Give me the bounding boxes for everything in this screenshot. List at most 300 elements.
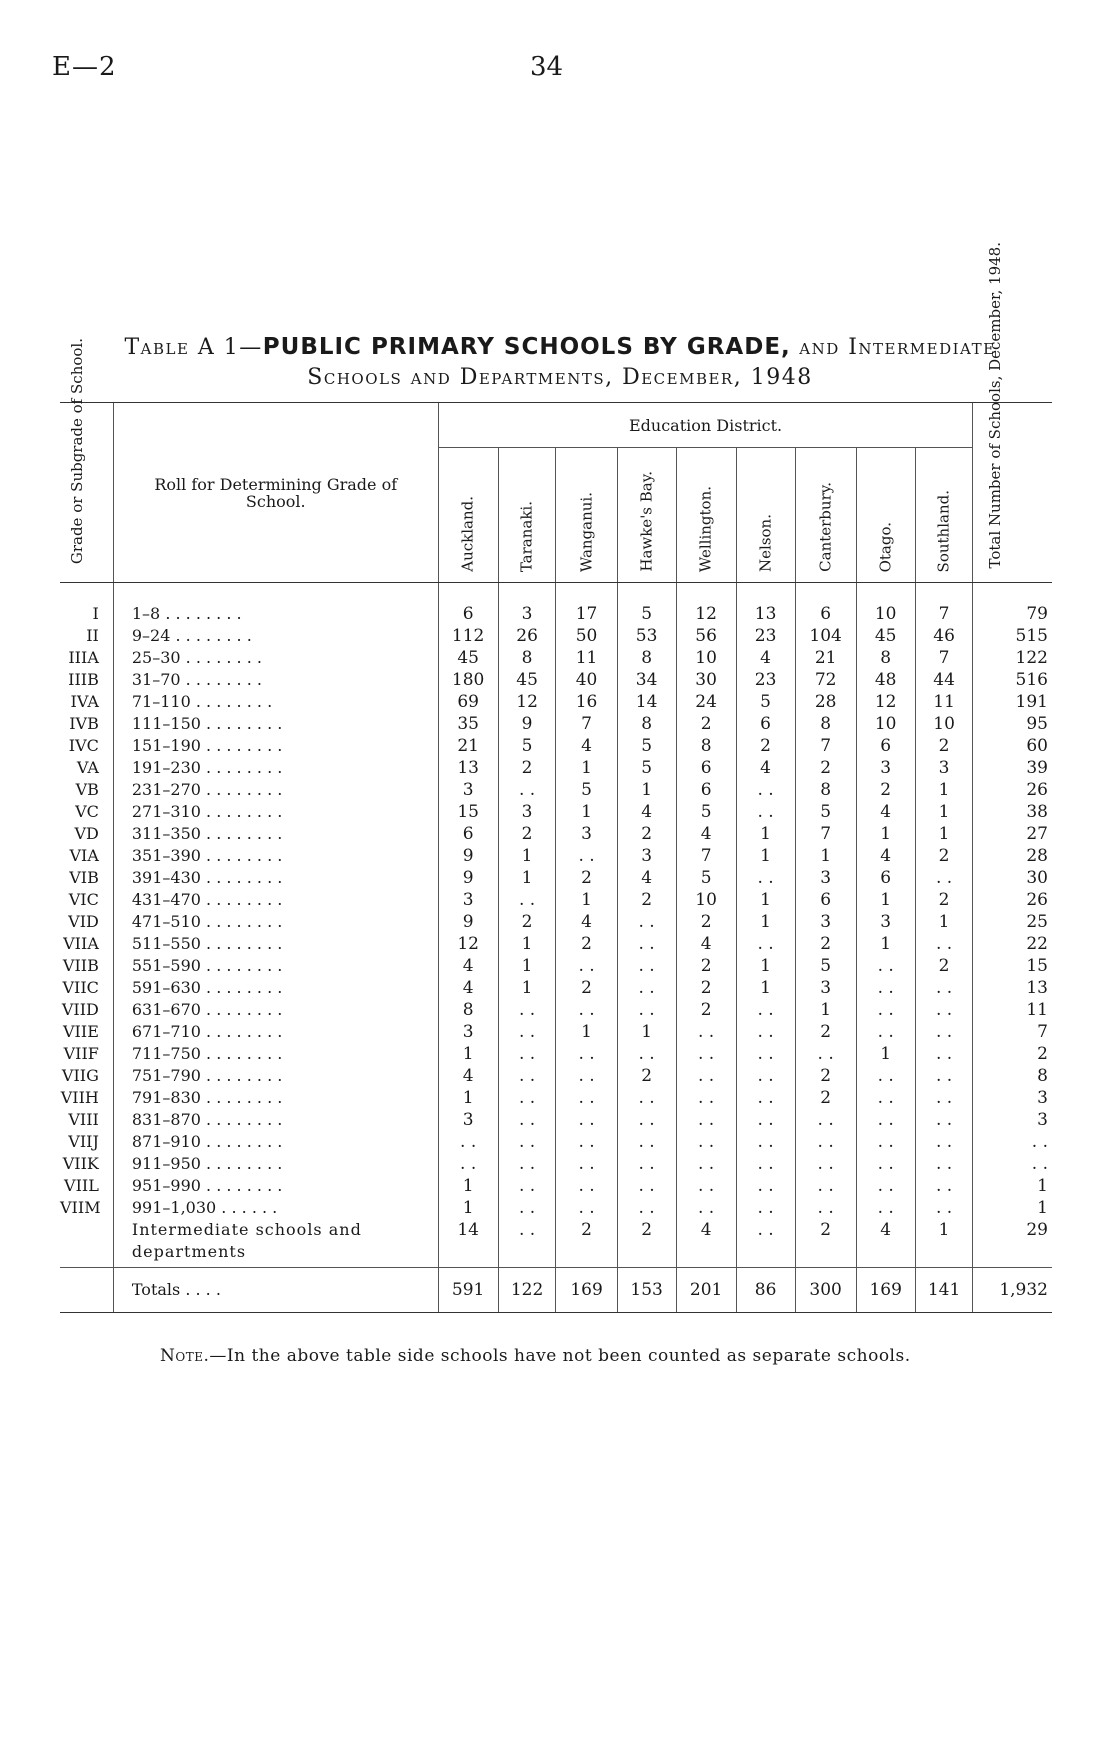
- value-cell: . .: [736, 801, 795, 823]
- value-cell: 7: [915, 603, 973, 625]
- value-cell: . .: [915, 1043, 973, 1065]
- total-cell: 13: [973, 977, 1052, 999]
- value-cell: 2: [617, 1065, 676, 1087]
- value-cell: 9: [438, 867, 498, 889]
- total-cell: 29: [973, 1219, 1052, 1268]
- value-cell: 1: [438, 1175, 498, 1197]
- value-cell: 8: [498, 647, 556, 669]
- value-cell: . .: [498, 1131, 556, 1153]
- value-cell: 4: [617, 867, 676, 889]
- value-cell: . .: [498, 779, 556, 801]
- value-cell: . .: [856, 1109, 915, 1131]
- title-bold: PUBLIC PRIMARY SCHOOLS BY GRADE,: [262, 334, 791, 360]
- value-cell: 12: [856, 691, 915, 713]
- value-cell: . .: [795, 1197, 856, 1219]
- grade-cell: VIIM: [60, 1198, 101, 1217]
- value-cell: . .: [736, 1021, 795, 1043]
- total-cell: . .: [973, 1153, 1052, 1175]
- value-cell: 169: [556, 1268, 617, 1313]
- table-row: [60, 735, 1052, 757]
- value-cell: 5: [617, 603, 676, 625]
- total-cell: 38: [973, 801, 1052, 823]
- value-cell: . .: [498, 1065, 556, 1087]
- total-cell: 1: [973, 1175, 1052, 1197]
- value-cell: 2: [676, 977, 736, 999]
- totals-row: [60, 1268, 1052, 1313]
- value-cell: 201: [676, 1268, 736, 1313]
- total-cell: . .: [973, 1131, 1052, 1153]
- value-cell: . .: [736, 1153, 795, 1175]
- value-cell: 8: [617, 713, 676, 735]
- value-cell: . .: [915, 1153, 973, 1175]
- value-cell: 10: [915, 713, 973, 735]
- total-cell: 26: [973, 889, 1052, 911]
- value-cell: . .: [856, 999, 915, 1021]
- table-row: [60, 603, 1052, 625]
- value-cell: 4: [438, 1065, 498, 1087]
- value-cell: 26: [498, 625, 556, 647]
- table-row: [60, 911, 1052, 933]
- value-cell: 1: [915, 1219, 973, 1268]
- value-cell: 1: [736, 845, 795, 867]
- value-cell: . .: [736, 1043, 795, 1065]
- title-prefix: Table A 1—: [124, 335, 263, 360]
- value-cell: 1: [556, 1021, 617, 1043]
- grade-cell: VIA: [69, 846, 99, 865]
- table-row: [60, 999, 1052, 1021]
- value-cell: 10: [856, 603, 915, 625]
- roll-cell: 671–710 . . . . . . . .: [113, 1021, 438, 1043]
- total-cell: 8: [973, 1065, 1052, 1087]
- value-cell: 180: [438, 669, 498, 691]
- value-cell: 4: [856, 801, 915, 823]
- value-cell: . .: [676, 1153, 736, 1175]
- grade-cell: VIID: [61, 1000, 99, 1019]
- value-cell: 11: [915, 691, 973, 713]
- value-cell: 1: [736, 977, 795, 999]
- value-cell: 2: [795, 1021, 856, 1043]
- grade-cell: IIIA: [68, 648, 99, 667]
- value-cell: 12: [498, 691, 556, 713]
- value-cell: . .: [736, 1087, 795, 1109]
- value-cell: 21: [438, 735, 498, 757]
- total-cell: 191: [973, 691, 1052, 713]
- table-row: [60, 955, 1052, 977]
- value-cell: . .: [617, 1087, 676, 1109]
- value-cell: 1: [617, 779, 676, 801]
- value-cell: . .: [438, 1153, 498, 1175]
- value-cell: . .: [498, 1197, 556, 1219]
- grade-cell: VB: [75, 780, 99, 799]
- value-cell: 10: [676, 647, 736, 669]
- total-cell: 2: [973, 1043, 1052, 1065]
- roll-cell: 151–190 . . . . . . . .: [113, 735, 438, 757]
- value-cell: 153: [617, 1268, 676, 1313]
- total-cell: 515: [973, 625, 1052, 647]
- value-cell: 2: [795, 1219, 856, 1268]
- table-title: [60, 332, 1060, 393]
- value-cell: . .: [556, 1197, 617, 1219]
- value-cell: 1: [556, 801, 617, 823]
- value-cell: 5: [676, 867, 736, 889]
- value-cell: 14: [617, 691, 676, 713]
- value-cell: 10: [856, 713, 915, 735]
- table-row: [60, 1109, 1052, 1131]
- value-cell: . .: [617, 1109, 676, 1131]
- value-cell: . .: [556, 1065, 617, 1087]
- value-cell: 6: [795, 603, 856, 625]
- value-cell: 6: [856, 867, 915, 889]
- table-row: [60, 823, 1052, 845]
- value-cell: 2: [556, 977, 617, 999]
- table-row: [60, 977, 1052, 999]
- total-cell: 3: [973, 1109, 1052, 1131]
- value-cell: 4: [856, 1219, 915, 1268]
- note-prefix: Note.: [160, 1346, 210, 1366]
- value-cell: . .: [795, 1043, 856, 1065]
- value-cell: 1: [856, 933, 915, 955]
- value-cell: 141: [915, 1268, 973, 1313]
- grade-cell: IVA: [70, 692, 99, 711]
- total-cell: 516: [973, 669, 1052, 691]
- value-cell: . .: [915, 999, 973, 1021]
- value-cell: . .: [676, 1087, 736, 1109]
- value-cell: . .: [498, 1153, 556, 1175]
- roll-cell: 791–830 . . . . . . . .: [113, 1087, 438, 1109]
- value-cell: 5: [556, 779, 617, 801]
- value-cell: . .: [556, 1131, 617, 1153]
- value-cell: 4: [676, 823, 736, 845]
- grade-cell: VA: [76, 758, 99, 777]
- value-cell: . .: [617, 1197, 676, 1219]
- value-cell: . .: [676, 1131, 736, 1153]
- value-cell: . .: [617, 1043, 676, 1065]
- value-cell: 45: [438, 647, 498, 669]
- roll-cell: 311–350 . . . . . . . .: [113, 823, 438, 845]
- value-cell: 6: [736, 713, 795, 735]
- roll-cell: 271–310 . . . . . . . .: [113, 801, 438, 823]
- value-cell: 104: [795, 625, 856, 647]
- value-cell: 3: [856, 911, 915, 933]
- value-cell: . .: [498, 1087, 556, 1109]
- table-row: [60, 1043, 1052, 1065]
- page-number: 34: [530, 52, 564, 82]
- value-cell: . .: [736, 1219, 795, 1268]
- value-cell: . .: [856, 1197, 915, 1219]
- value-cell: 1: [856, 823, 915, 845]
- value-cell: 12: [676, 603, 736, 625]
- value-cell: 5: [676, 801, 736, 823]
- roll-cell: 911–950 . . . . . . . .: [113, 1153, 438, 1175]
- value-cell: 8: [676, 735, 736, 757]
- district-header: Southland.: [915, 448, 973, 583]
- value-cell: 72: [795, 669, 856, 691]
- value-cell: 9: [438, 845, 498, 867]
- value-cell: 7: [676, 845, 736, 867]
- value-cell: 1: [498, 867, 556, 889]
- roll-cell: 391–430 . . . . . . . .: [113, 867, 438, 889]
- value-cell: 40: [556, 669, 617, 691]
- value-cell: 4: [438, 955, 498, 977]
- value-cell: 50: [556, 625, 617, 647]
- value-cell: 2: [498, 911, 556, 933]
- value-cell: 4: [556, 911, 617, 933]
- value-cell: 1: [498, 845, 556, 867]
- value-cell: 17: [556, 603, 617, 625]
- value-cell: . .: [498, 1175, 556, 1197]
- value-cell: 1: [438, 1087, 498, 1109]
- value-cell: 53: [617, 625, 676, 647]
- value-cell: . .: [617, 977, 676, 999]
- total-cell: 122: [973, 647, 1052, 669]
- value-cell: . .: [498, 889, 556, 911]
- value-cell: 2: [617, 823, 676, 845]
- roll-cell: 31–70 . . . . . . . .: [113, 669, 438, 691]
- value-cell: 8: [856, 647, 915, 669]
- grade-cell: VC: [75, 802, 99, 821]
- value-cell: 4: [617, 801, 676, 823]
- value-cell: 3: [498, 603, 556, 625]
- value-cell: 1: [856, 889, 915, 911]
- value-cell: 6: [795, 889, 856, 911]
- grade-column-header: Grade or Subgrade of School.: [60, 403, 113, 583]
- grade-cell: IIIB: [68, 670, 99, 689]
- value-cell: 169: [856, 1268, 915, 1313]
- table-row: [60, 713, 1052, 735]
- value-cell: 2: [915, 845, 973, 867]
- value-cell: 3: [795, 911, 856, 933]
- roll-cell: 951–990 . . . . . . . .: [113, 1175, 438, 1197]
- total-cell: 1: [973, 1197, 1052, 1219]
- roll-cell: 711–750 . . . . . . . .: [113, 1043, 438, 1065]
- value-cell: . .: [556, 845, 617, 867]
- roll-cell: 431–470 . . . . . . . .: [113, 889, 438, 911]
- total-cell: 15: [973, 955, 1052, 977]
- table-row: [60, 1021, 1052, 1043]
- value-cell: . .: [617, 911, 676, 933]
- value-cell: 44: [915, 669, 973, 691]
- value-cell: . .: [676, 1021, 736, 1043]
- table-row: [60, 1087, 1052, 1109]
- value-cell: . .: [736, 1065, 795, 1087]
- grade-cell: VIIL: [64, 1176, 99, 1195]
- value-cell: 7: [795, 735, 856, 757]
- total-cell: 3: [973, 1087, 1052, 1109]
- value-cell: . .: [856, 1065, 915, 1087]
- value-cell: 3: [438, 779, 498, 801]
- value-cell: 4: [438, 977, 498, 999]
- value-cell: 2: [736, 735, 795, 757]
- value-cell: 1: [795, 999, 856, 1021]
- grade-cell: VIIK: [62, 1154, 99, 1173]
- table-row: [60, 845, 1052, 867]
- grade-cell: [60, 1219, 113, 1268]
- value-cell: . .: [617, 999, 676, 1021]
- value-cell: . .: [915, 1065, 973, 1087]
- roll-cell: 71–110 . . . . . . . .: [113, 691, 438, 713]
- roll-cell: 631–670 . . . . . . . .: [113, 999, 438, 1021]
- value-cell: 122: [498, 1268, 556, 1313]
- roll-cell: 25–30 . . . . . . . .: [113, 647, 438, 669]
- value-cell: . .: [856, 1175, 915, 1197]
- grade-cell: VIIG: [61, 1066, 99, 1085]
- value-cell: 1: [856, 1043, 915, 1065]
- value-cell: . .: [676, 1065, 736, 1087]
- roll-cell: 9–24 . . . . . . . .: [113, 625, 438, 647]
- value-cell: 1: [498, 933, 556, 955]
- value-cell: 8: [438, 999, 498, 1021]
- value-cell: . .: [676, 1175, 736, 1197]
- grade-cell: IVB: [69, 714, 99, 733]
- value-cell: 10: [676, 889, 736, 911]
- value-cell: 6: [676, 757, 736, 779]
- value-cell: 2: [617, 1219, 676, 1268]
- table-row: [60, 933, 1052, 955]
- value-cell: 5: [617, 757, 676, 779]
- value-cell: . .: [676, 1197, 736, 1219]
- value-cell: 45: [856, 625, 915, 647]
- value-cell: 591: [438, 1268, 498, 1313]
- value-cell: 1: [556, 889, 617, 911]
- table-row: [60, 691, 1052, 713]
- grade-cell: VID: [68, 912, 99, 931]
- value-cell: . .: [498, 1109, 556, 1131]
- value-cell: . .: [915, 1021, 973, 1043]
- value-cell: 4: [676, 1219, 736, 1268]
- value-cell: 2: [556, 867, 617, 889]
- value-cell: 12: [438, 933, 498, 955]
- value-cell: . .: [795, 1175, 856, 1197]
- grade-cell: IVC: [68, 736, 99, 755]
- value-cell: 15: [438, 801, 498, 823]
- value-cell: . .: [856, 977, 915, 999]
- total-cell: 1,932: [973, 1268, 1052, 1313]
- value-cell: 5: [617, 735, 676, 757]
- value-cell: 45: [498, 669, 556, 691]
- table-row: [60, 801, 1052, 823]
- grade-cell: VIIC: [62, 978, 99, 997]
- value-cell: . .: [617, 1175, 676, 1197]
- value-cell: 2: [795, 757, 856, 779]
- value-cell: . .: [736, 999, 795, 1021]
- value-cell: 5: [498, 735, 556, 757]
- table-row: [60, 1131, 1052, 1153]
- grade-cell: VD: [74, 824, 99, 843]
- roll-cell: 831–870 . . . . . . . .: [113, 1109, 438, 1131]
- roll-cell: 511–550 . . . . . . . .: [113, 933, 438, 955]
- title-suffix: and Intermediate: [790, 335, 996, 360]
- value-cell: . .: [736, 779, 795, 801]
- value-cell: 112: [438, 625, 498, 647]
- value-cell: 7: [556, 713, 617, 735]
- value-cell: 1: [438, 1197, 498, 1219]
- table-row: [60, 647, 1052, 669]
- roll-cell: 1–8 . . . . . . . .: [113, 603, 438, 625]
- value-cell: . .: [736, 1175, 795, 1197]
- value-cell: 1: [736, 889, 795, 911]
- roll-cell: 351–390 . . . . . . . .: [113, 845, 438, 867]
- grade-cell: VIIH: [60, 1088, 99, 1107]
- value-cell: 9: [498, 713, 556, 735]
- value-cell: 3: [438, 1021, 498, 1043]
- value-cell: . .: [915, 933, 973, 955]
- table-row: [60, 757, 1052, 779]
- value-cell: 1: [915, 823, 973, 845]
- value-cell: 8: [795, 779, 856, 801]
- table-row: [60, 669, 1052, 691]
- value-cell: 34: [617, 669, 676, 691]
- value-cell: . .: [856, 1153, 915, 1175]
- value-cell: 2: [676, 911, 736, 933]
- total-cell: 27: [973, 823, 1052, 845]
- grade-cell: VIIF: [63, 1044, 99, 1063]
- value-cell: . .: [617, 955, 676, 977]
- value-cell: 28: [795, 691, 856, 713]
- total-cell: 60: [973, 735, 1052, 757]
- value-cell: 3: [498, 801, 556, 823]
- value-cell: . .: [856, 1021, 915, 1043]
- value-cell: 69: [438, 691, 498, 713]
- total-cell: 95: [973, 713, 1052, 735]
- total-cell: 39: [973, 757, 1052, 779]
- value-cell: 3: [556, 823, 617, 845]
- value-cell: . .: [915, 867, 973, 889]
- total-cell: 11: [973, 999, 1052, 1021]
- value-cell: . .: [915, 1197, 973, 1219]
- value-cell: 1: [498, 955, 556, 977]
- value-cell: 7: [915, 647, 973, 669]
- grade-cell: VIII: [68, 1110, 99, 1129]
- value-cell: 3: [856, 757, 915, 779]
- value-cell: . .: [556, 1153, 617, 1175]
- total-cell: 26: [973, 779, 1052, 801]
- roll-cell: 471–510 . . . . . . . .: [113, 911, 438, 933]
- value-cell: . .: [856, 1087, 915, 1109]
- value-cell: 2: [556, 1219, 617, 1268]
- value-cell: 5: [795, 955, 856, 977]
- value-cell: . .: [795, 1153, 856, 1175]
- value-cell: . .: [556, 1175, 617, 1197]
- value-cell: 46: [915, 625, 973, 647]
- roll-cell: 751–790 . . . . . . . .: [113, 1065, 438, 1087]
- value-cell: 6: [438, 823, 498, 845]
- value-cell: . .: [856, 955, 915, 977]
- roll-cell: 871–910 . . . . . . . .: [113, 1131, 438, 1153]
- value-cell: 16: [556, 691, 617, 713]
- value-cell: 1: [498, 977, 556, 999]
- value-cell: 2: [676, 999, 736, 1021]
- value-cell: 24: [676, 691, 736, 713]
- grade-cell: [60, 1268, 113, 1313]
- value-cell: 13: [736, 603, 795, 625]
- title-line2: Schools and Departments, December, 1948: [307, 365, 813, 390]
- value-cell: . .: [736, 1197, 795, 1219]
- value-cell: . .: [556, 999, 617, 1021]
- grade-cell: II: [86, 626, 99, 645]
- district-header: Nelson.: [736, 448, 795, 583]
- value-cell: 1: [736, 911, 795, 933]
- grade-cell: VIIJ: [68, 1132, 99, 1151]
- grade-cell: VIIA: [63, 934, 99, 953]
- table-row: [60, 889, 1052, 911]
- value-cell: 2: [795, 933, 856, 955]
- value-cell: 30: [676, 669, 736, 691]
- value-cell: 3: [795, 867, 856, 889]
- total-cell: 7: [973, 1021, 1052, 1043]
- value-cell: 4: [856, 845, 915, 867]
- value-cell: 1: [556, 757, 617, 779]
- total-column-header: Total Number of Schools, December, 1948.: [973, 403, 1052, 583]
